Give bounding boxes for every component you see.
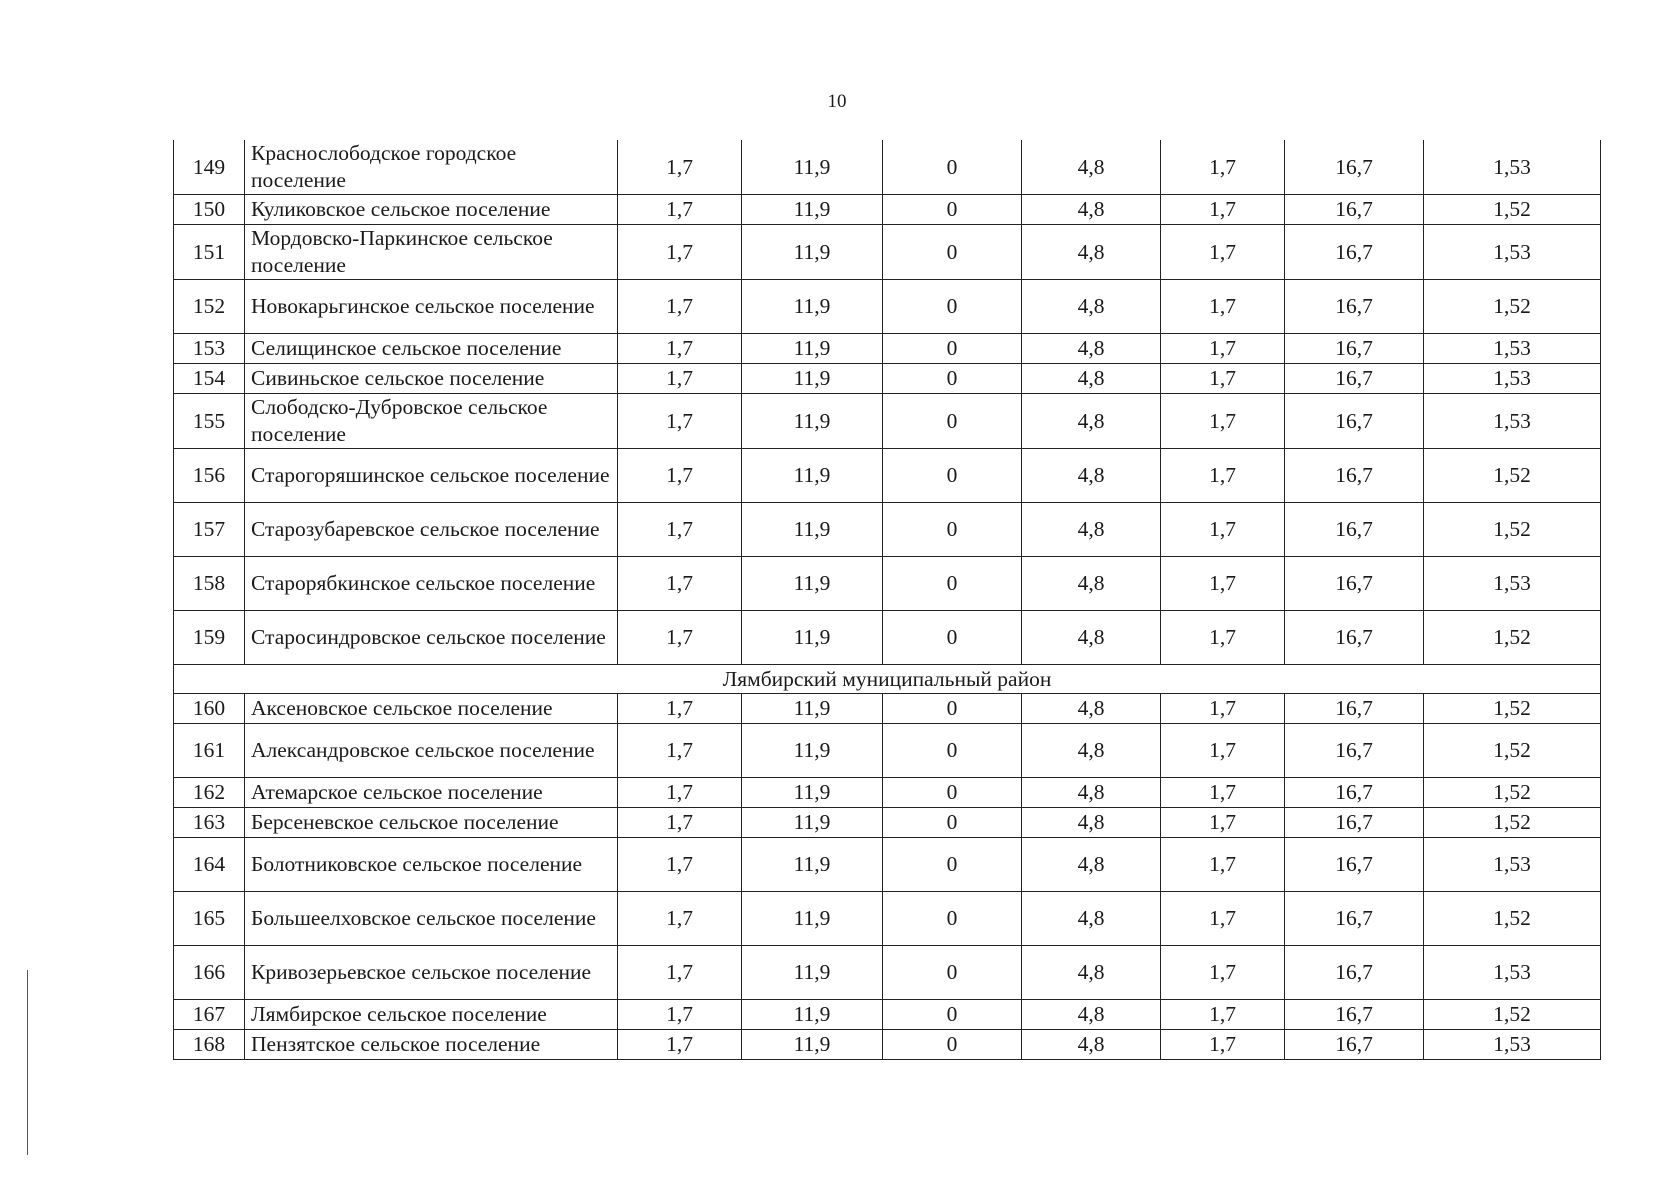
value-cell-1: 1,7 [618, 694, 742, 724]
value-cell-5: 1,7 [1161, 946, 1285, 1000]
value-cell-4: 4,8 [1022, 394, 1161, 449]
row-number: 162 [174, 778, 245, 808]
row-number: 161 [174, 724, 245, 778]
value-cell-2: 11,9 [742, 334, 883, 364]
settlement-name: Старорябкинское сельское поселение [245, 557, 618, 611]
value-cell-6: 16,7 [1285, 280, 1424, 334]
value-cell-6: 16,7 [1285, 838, 1424, 892]
table-row [174, 195, 1601, 225]
value-cell-5: 1,7 [1161, 225, 1285, 280]
value-cell-4: 4,8 [1022, 280, 1161, 334]
value-cell-4: 4,8 [1022, 225, 1161, 280]
value-cell-7: 1,52 [1424, 694, 1601, 724]
row-number: 151 [174, 225, 245, 280]
value-cell-7: 1,52 [1424, 280, 1601, 334]
value-cell-7: 1,52 [1424, 724, 1601, 778]
settlement-name: Краснослободское городское поселение [245, 140, 618, 195]
value-cell-7: 1,52 [1424, 611, 1601, 665]
value-cell-3: 0 [883, 611, 1022, 665]
settlement-name: Болотниковское сельское поселение [245, 838, 618, 892]
value-cell-4: 4,8 [1022, 1030, 1161, 1060]
value-cell-5: 1,7 [1161, 280, 1285, 334]
value-cell-4: 4,8 [1022, 724, 1161, 778]
row-number: 158 [174, 557, 245, 611]
value-cell-3: 0 [883, 364, 1022, 394]
value-cell-4: 4,8 [1022, 946, 1161, 1000]
value-cell-2: 11,9 [742, 1000, 883, 1030]
value-cell-1: 1,7 [618, 195, 742, 225]
value-cell-2: 11,9 [742, 724, 883, 778]
value-cell-4: 4,8 [1022, 611, 1161, 665]
value-cell-5: 1,7 [1161, 140, 1285, 195]
value-cell-5: 1,7 [1161, 1030, 1285, 1060]
table-row [174, 611, 1601, 665]
row-number: 150 [174, 195, 245, 225]
value-cell-6: 16,7 [1285, 946, 1424, 1000]
row-number: 166 [174, 946, 245, 1000]
settlements-table [173, 140, 1601, 1060]
value-cell-2: 11,9 [742, 778, 883, 808]
value-cell-1: 1,7 [618, 334, 742, 364]
table-row [174, 280, 1601, 334]
value-cell-3: 0 [883, 334, 1022, 364]
value-cell-3: 0 [883, 1030, 1022, 1060]
page-number: 10 [827, 91, 847, 112]
value-cell-4: 4,8 [1022, 808, 1161, 838]
value-cell-7: 1,53 [1424, 557, 1601, 611]
settlement-name: Старозубаревское сельское поселение [245, 503, 618, 557]
value-cell-4: 4,8 [1022, 557, 1161, 611]
value-cell-2: 11,9 [742, 195, 883, 225]
value-cell-1: 1,7 [618, 394, 742, 449]
value-cell-1: 1,7 [618, 140, 742, 195]
table-row [174, 1030, 1601, 1060]
value-cell-1: 1,7 [618, 280, 742, 334]
row-number: 156 [174, 449, 245, 503]
value-cell-6: 16,7 [1285, 195, 1424, 225]
value-cell-5: 1,7 [1161, 334, 1285, 364]
table-row [174, 694, 1601, 724]
value-cell-5: 1,7 [1161, 892, 1285, 946]
settlement-name: Слободско-Дубровское сельское поселение [245, 394, 618, 449]
table-row [174, 449, 1601, 503]
row-number: 167 [174, 1000, 245, 1030]
value-cell-1: 1,7 [618, 557, 742, 611]
value-cell-1: 1,7 [618, 892, 742, 946]
value-cell-1: 1,7 [618, 724, 742, 778]
value-cell-6: 16,7 [1285, 1030, 1424, 1060]
value-cell-2: 11,9 [742, 364, 883, 394]
table-row [174, 778, 1601, 808]
row-number: 155 [174, 394, 245, 449]
value-cell-7: 1,52 [1424, 808, 1601, 838]
settlement-name: Большеелховское сельское поселение [245, 892, 618, 946]
table-row [174, 140, 1601, 195]
settlement-name: Селищинское сельское поселение [245, 334, 618, 364]
row-number: 165 [174, 892, 245, 946]
value-cell-2: 11,9 [742, 892, 883, 946]
value-cell-5: 1,7 [1161, 364, 1285, 394]
value-cell-4: 4,8 [1022, 449, 1161, 503]
value-cell-7: 1,53 [1424, 140, 1601, 195]
value-cell-3: 0 [883, 778, 1022, 808]
value-cell-6: 16,7 [1285, 694, 1424, 724]
row-number: 154 [174, 364, 245, 394]
value-cell-1: 1,7 [618, 838, 742, 892]
value-cell-3: 0 [883, 449, 1022, 503]
value-cell-4: 4,8 [1022, 694, 1161, 724]
row-number: 160 [174, 694, 245, 724]
table-body [174, 140, 1601, 1060]
table-row [174, 946, 1601, 1000]
value-cell-1: 1,7 [618, 946, 742, 1000]
scan-margin-line [27, 970, 28, 1155]
value-cell-5: 1,7 [1161, 1000, 1285, 1030]
value-cell-5: 1,7 [1161, 394, 1285, 449]
settlement-name: Старосиндровское сельское поселение [245, 611, 618, 665]
value-cell-2: 11,9 [742, 225, 883, 280]
value-cell-2: 11,9 [742, 808, 883, 838]
value-cell-1: 1,7 [618, 449, 742, 503]
value-cell-4: 4,8 [1022, 364, 1161, 394]
row-number: 163 [174, 808, 245, 838]
row-number: 157 [174, 503, 245, 557]
settlement-name: Кривозерьевское сельское поселение [245, 946, 618, 1000]
value-cell-3: 0 [883, 892, 1022, 946]
value-cell-6: 16,7 [1285, 557, 1424, 611]
row-number: 164 [174, 838, 245, 892]
value-cell-3: 0 [883, 280, 1022, 334]
value-cell-7: 1,52 [1424, 195, 1601, 225]
settlement-name: Атемарское сельское поселение [245, 778, 618, 808]
value-cell-1: 1,7 [618, 611, 742, 665]
value-cell-7: 1,52 [1424, 449, 1601, 503]
value-cell-4: 4,8 [1022, 892, 1161, 946]
value-cell-2: 11,9 [742, 503, 883, 557]
value-cell-4: 4,8 [1022, 838, 1161, 892]
value-cell-5: 1,7 [1161, 778, 1285, 808]
settlement-name: Берсеневское сельское поселение [245, 808, 618, 838]
value-cell-4: 4,8 [1022, 778, 1161, 808]
value-cell-2: 11,9 [742, 557, 883, 611]
value-cell-1: 1,7 [618, 364, 742, 394]
value-cell-4: 4,8 [1022, 140, 1161, 195]
settlement-name: Пензятское сельское поселение [245, 1030, 618, 1060]
table-row [174, 225, 1601, 280]
value-cell-3: 0 [883, 140, 1022, 195]
value-cell-1: 1,7 [618, 1000, 742, 1030]
value-cell-3: 0 [883, 503, 1022, 557]
value-cell-4: 4,8 [1022, 1000, 1161, 1030]
settlement-name: Новокарьгинское сельское поселение [245, 280, 618, 334]
district-header-row [174, 665, 1601, 694]
value-cell-6: 16,7 [1285, 1000, 1424, 1030]
value-cell-2: 11,9 [742, 611, 883, 665]
value-cell-5: 1,7 [1161, 557, 1285, 611]
value-cell-7: 1,52 [1424, 778, 1601, 808]
value-cell-1: 1,7 [618, 808, 742, 838]
row-number: 153 [174, 334, 245, 364]
value-cell-6: 16,7 [1285, 892, 1424, 946]
value-cell-7: 1,52 [1424, 503, 1601, 557]
table-row [174, 808, 1601, 838]
value-cell-2: 11,9 [742, 694, 883, 724]
value-cell-3: 0 [883, 225, 1022, 280]
value-cell-2: 11,9 [742, 140, 883, 195]
value-cell-5: 1,7 [1161, 694, 1285, 724]
value-cell-6: 16,7 [1285, 611, 1424, 665]
value-cell-5: 1,7 [1161, 611, 1285, 665]
value-cell-5: 1,7 [1161, 449, 1285, 503]
table-row [174, 503, 1601, 557]
value-cell-5: 1,7 [1161, 838, 1285, 892]
value-cell-5: 1,7 [1161, 195, 1285, 225]
table-row [174, 724, 1601, 778]
table-row [174, 1000, 1601, 1030]
value-cell-7: 1,53 [1424, 394, 1601, 449]
value-cell-3: 0 [883, 394, 1022, 449]
value-cell-3: 0 [883, 1000, 1022, 1030]
settlement-name: Аксеновское сельское поселение [245, 694, 618, 724]
value-cell-5: 1,7 [1161, 503, 1285, 557]
value-cell-6: 16,7 [1285, 334, 1424, 364]
value-cell-7: 1,53 [1424, 225, 1601, 280]
value-cell-7: 1,53 [1424, 334, 1601, 364]
settlement-name: Куликовское сельское поселение [245, 195, 618, 225]
value-cell-5: 1,7 [1161, 724, 1285, 778]
value-cell-4: 4,8 [1022, 334, 1161, 364]
value-cell-3: 0 [883, 808, 1022, 838]
value-cell-6: 16,7 [1285, 808, 1424, 838]
value-cell-3: 0 [883, 694, 1022, 724]
value-cell-7: 1,53 [1424, 1030, 1601, 1060]
value-cell-4: 4,8 [1022, 503, 1161, 557]
value-cell-3: 0 [883, 724, 1022, 778]
table-row [174, 334, 1601, 364]
value-cell-1: 1,7 [618, 225, 742, 280]
settlement-name: Лямбирское сельское поселение [245, 1000, 618, 1030]
value-cell-6: 16,7 [1285, 225, 1424, 280]
value-cell-7: 1,53 [1424, 946, 1601, 1000]
value-cell-6: 16,7 [1285, 364, 1424, 394]
value-cell-4: 4,8 [1022, 195, 1161, 225]
value-cell-1: 1,7 [618, 1030, 742, 1060]
value-cell-5: 1,7 [1161, 808, 1285, 838]
settlement-name: Сивиньское сельское поселение [245, 364, 618, 394]
value-cell-6: 16,7 [1285, 394, 1424, 449]
value-cell-3: 0 [883, 838, 1022, 892]
value-cell-2: 11,9 [742, 280, 883, 334]
value-cell-7: 1,53 [1424, 838, 1601, 892]
table-row [174, 394, 1601, 449]
table-row [174, 557, 1601, 611]
settlement-name: Мордовско-Паркинское сельское поселение [245, 225, 618, 280]
value-cell-2: 11,9 [742, 838, 883, 892]
settlement-name: Александровское сельское поселение [245, 724, 618, 778]
value-cell-1: 1,7 [618, 503, 742, 557]
value-cell-6: 16,7 [1285, 449, 1424, 503]
row-number: 149 [174, 140, 245, 195]
row-number: 152 [174, 280, 245, 334]
settlement-name: Старогоряшинское сельское поселение [245, 449, 618, 503]
value-cell-7: 1,52 [1424, 892, 1601, 946]
row-number: 159 [174, 611, 245, 665]
value-cell-2: 11,9 [742, 394, 883, 449]
value-cell-3: 0 [883, 557, 1022, 611]
value-cell-3: 0 [883, 195, 1022, 225]
district-name: Лямбирский муниципальный район [174, 665, 1601, 694]
table-row [174, 838, 1601, 892]
value-cell-6: 16,7 [1285, 140, 1424, 195]
value-cell-6: 16,7 [1285, 503, 1424, 557]
value-cell-3: 0 [883, 946, 1022, 1000]
value-cell-6: 16,7 [1285, 724, 1424, 778]
value-cell-7: 1,53 [1424, 364, 1601, 394]
row-number: 168 [174, 1030, 245, 1060]
table-row [174, 364, 1601, 394]
value-cell-7: 1,52 [1424, 1000, 1601, 1030]
table-row [174, 892, 1601, 946]
value-cell-6: 16,7 [1285, 778, 1424, 808]
value-cell-1: 1,7 [618, 778, 742, 808]
value-cell-2: 11,9 [742, 449, 883, 503]
value-cell-2: 11,9 [742, 946, 883, 1000]
value-cell-2: 11,9 [742, 1030, 883, 1060]
